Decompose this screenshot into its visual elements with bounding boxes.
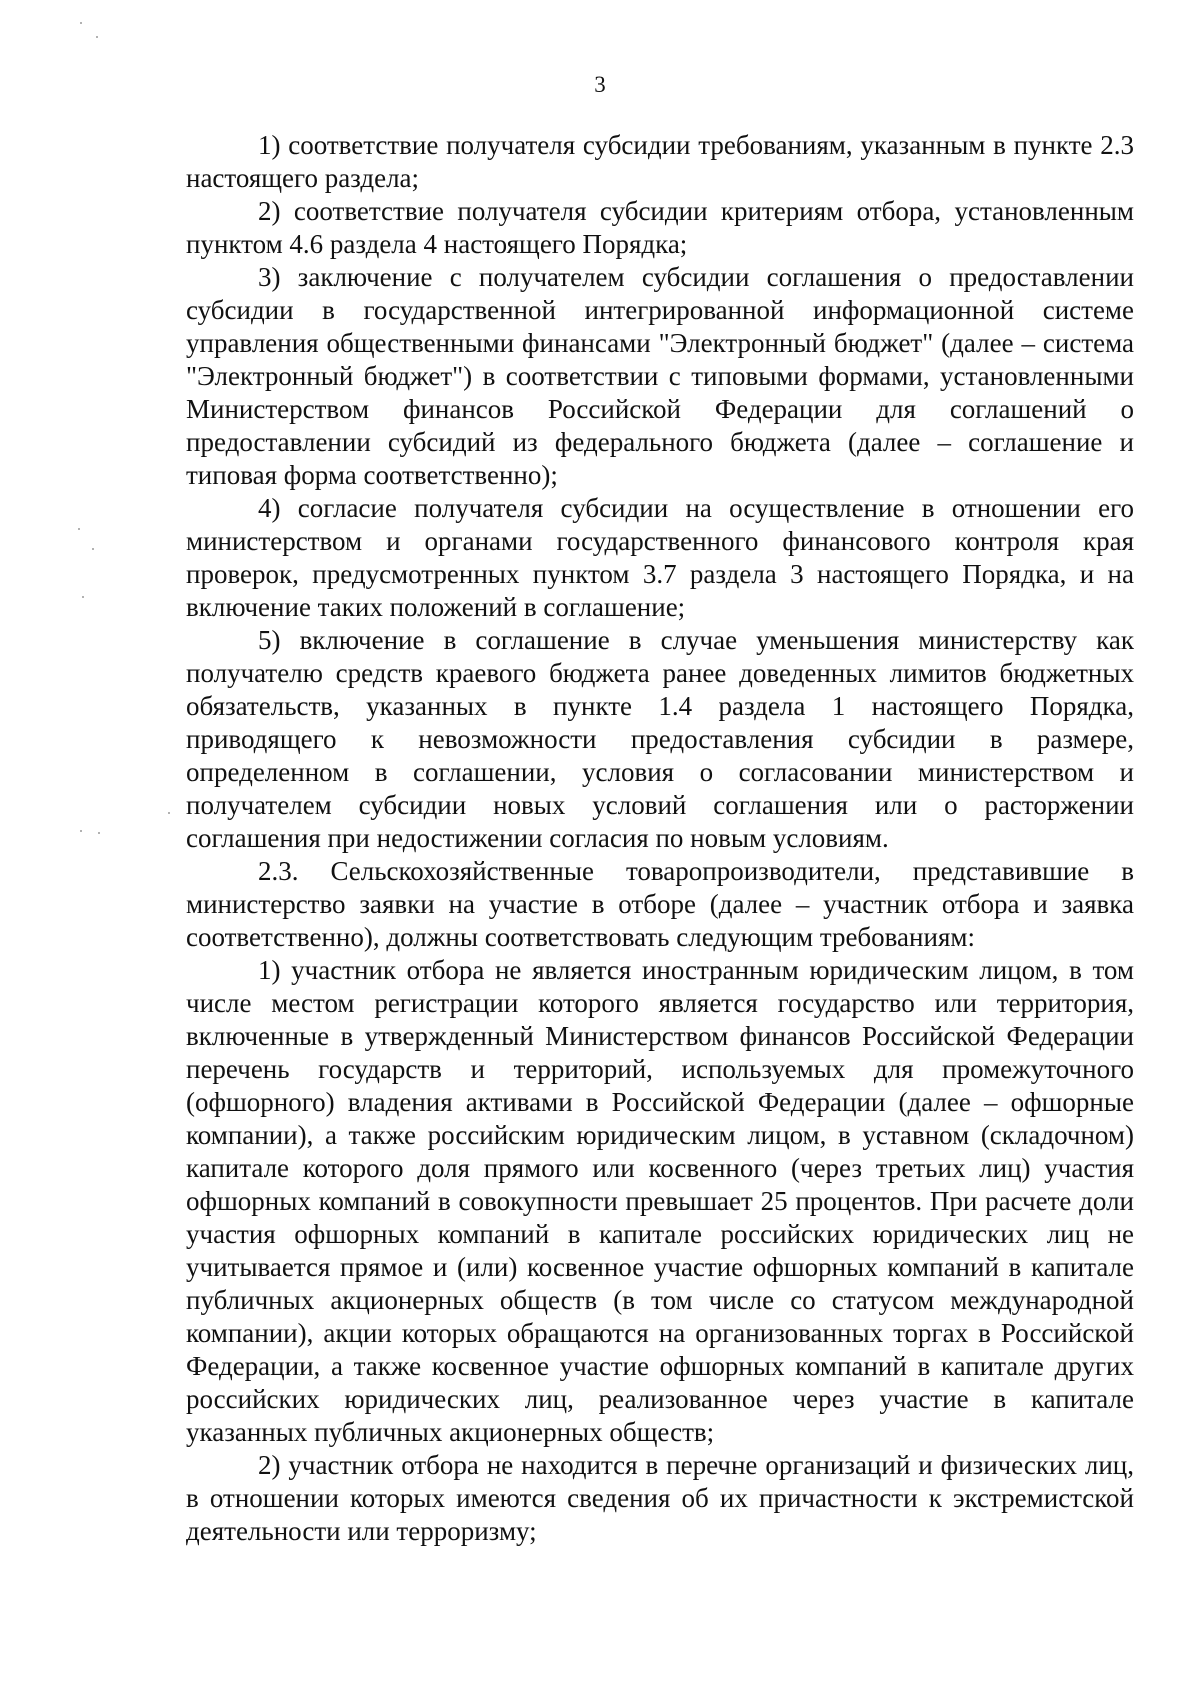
scan-speck <box>80 22 82 24</box>
scan-speck <box>98 832 100 834</box>
document-body <box>186 129 1134 1548</box>
paragraph: 1) участник отбора не является иностранным юридическим лицом, в том числе местом регистрации которого является государство или территория, включенные в утвержденный Министерством финансов Российской Федерации перечень государств и территорий, используемых для промежуточного (офшорного) владения активами в Российской Федерации (далее – офшорные компании), а также российским юридическим лицом, в уставном (складочном) капитале которого доля прямого или косвенного (через третьих лиц) участия офшорных компаний в совокупности превышает 25 процентов. При расчете доли участия офшорных компаний в капитале российских юридических лиц не учитывается прямое и (или) косвенное участие офшорных компаний в капитале публичных акционерных обществ (в том числе со статусом международной компании), акции которых обращаются на организованных торгах в Российской Федерации, а также косвенное участие офшорных компаний в капитале других российских юридических лиц, реализованное через участие в капитале указанных публичных акционерных обществ; <box>186 955 1134 1447</box>
paragraph: 4) согласие получателя субсидии на осуществление в отношении его министерством и органами государственного финансового контроля края проверок, предусмотренных пунктом 3.7 раздела 3 настоящего Порядка, и на включение таких положений в соглашение; <box>186 493 1134 622</box>
paragraph: 3) заключение с получателем субсидии соглашения о предоставлении субсидии в государственной интегрированной информационной системе управления общественными финансами "Электронный бюджет" (далее – система "Электронный бюджет") в соответствии с типовыми формами, установленными Министерством финансов Российской Федерации для соглашений о предоставлении субсидий из федерального бюджета (далее – соглашение и типовая форма соответственно); <box>186 262 1134 490</box>
scan-speck <box>168 812 170 814</box>
scan-speck <box>82 596 84 598</box>
scan-speck <box>80 830 82 832</box>
scan-speck <box>92 548 94 550</box>
paragraph: 2) соответствие получателя субсидии критериям отбора, установленным пунктом 4.6 раздела 4 настоящего Порядка; <box>186 196 1134 259</box>
paragraph: 2) участник отбора не находится в перечне организаций и физических лиц, в отношении которых имеются сведения об их причастности к экстремистской деятельности или терроризму; <box>186 1450 1134 1546</box>
paragraph: 1) соответствие получателя субсидии требованиям, указанным в пункте 2.3 настоящего раздела; <box>186 130 1134 193</box>
paragraph: 5) включение в соглашение в случае уменьшения министерству как получателю средств краевого бюджета ранее доведенных лимитов бюджетных обязательств, указанных в пункте 1.4 раздела 1 настоящего Порядка, приводящего к невозможности предоставления субсидии в размере, определенном в соглашении, условия о согласовании министерством и получателем субсидии новых условий соглашения или о расторжении соглашения при недостижении согласия по новым условиям. <box>186 625 1134 853</box>
scan-speck <box>96 36 98 38</box>
paragraph: 2.3. Сельскохозяйственные товаропроизводители, представившие в министерство заявки на участие в отборе (далее – участник отбора и заявка соответственно), должны соответствовать следующим требованиям: <box>186 856 1134 952</box>
page-number: 3 <box>594 72 606 97</box>
scan-speck <box>78 528 80 530</box>
